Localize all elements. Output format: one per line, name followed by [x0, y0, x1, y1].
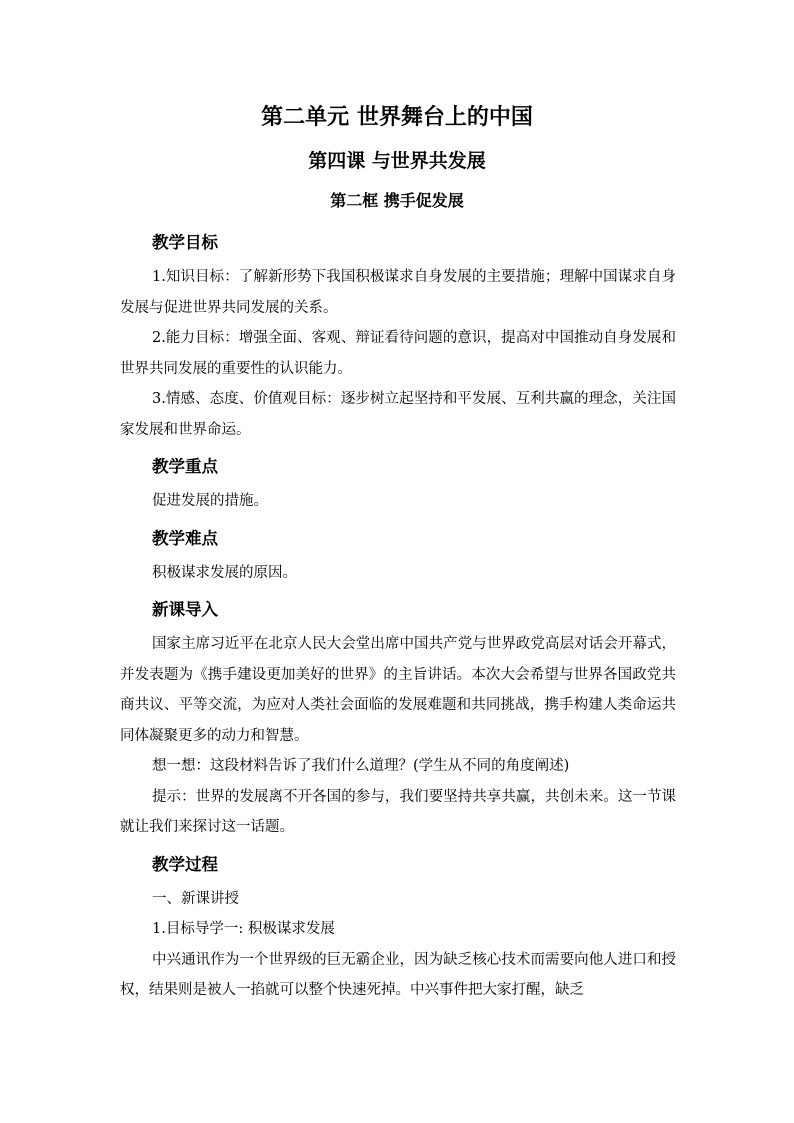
intro-hint: 提示：世界的发展离不开各国的参与，我们要坚持共享共赢，共创未来。这一节课就让我们来探讨这一话题。 — [120, 788, 676, 835]
intro-heading: 新课导入 — [152, 600, 218, 619]
objectives-heading: 教学目标 — [152, 233, 218, 252]
key-point-text: 促进发展的措施。 — [152, 493, 268, 509]
difficult-point-text: 积极谋求发展的原因。 — [152, 564, 297, 581]
process-zte-paragraph: 中兴通讯作为一个世界级的巨无霸企业，因为缺乏核心技术而需要向他人进口和授权，结果则是被人一掐就可以整个快速死掉。中兴事件把大家打醒，缺乏 — [120, 951, 676, 998]
intro-question: 想一想：这段材料告诉了我们什么道理？(学生从不同的角度阐述) — [152, 758, 570, 774]
unit-title: 第二单元 世界舞台上的中国 — [261, 105, 533, 130]
process-goal-one: 1.目标导学一: 积极谋求发展 — [152, 921, 335, 937]
objective-values: 3.情感、态度、价值观目标：逐步树立起坚持和平发展、互利共赢的理念，关注国家发展和世界命运。 — [120, 391, 676, 438]
process-section-title: 一、新课讲授 — [152, 890, 239, 907]
key-point-heading: 教学重点 — [152, 457, 218, 476]
lesson-title: 第四课 与世界共发展 — [308, 150, 486, 172]
document-body — [120, 228, 676, 1006]
objective-ability: 2.能力目标：增强全面、客观、辩证看待问题的意识，提高对中国推动自身发展和世界共同发展的重要性的认识能力。 — [120, 330, 676, 377]
frame-title: 第二框 携手促发展 — [330, 191, 464, 210]
objective-knowledge: 1.知识目标：了解新形势下我国积极谋求自身发展的主要措施；理解中国谋求自身发展与促进世界共同发展的关系。 — [120, 269, 676, 316]
intro-paragraph: 国家主席习近平在北京人民大会堂出席中国共产党与世界政党高层对话会开幕式，并发表题为《携手建设更加美好的世界》的主旨讲话。本次大会希望与世界各国政党共商共议、平等交流，为应对人类社会面临的发展难题和共同挑战，携手构建人类命运共同体凝聚更多的动力和智慧。 — [120, 636, 676, 744]
process-heading: 教学过程 — [152, 854, 218, 874]
difficult-point-heading: 教学难点 — [152, 528, 218, 548]
